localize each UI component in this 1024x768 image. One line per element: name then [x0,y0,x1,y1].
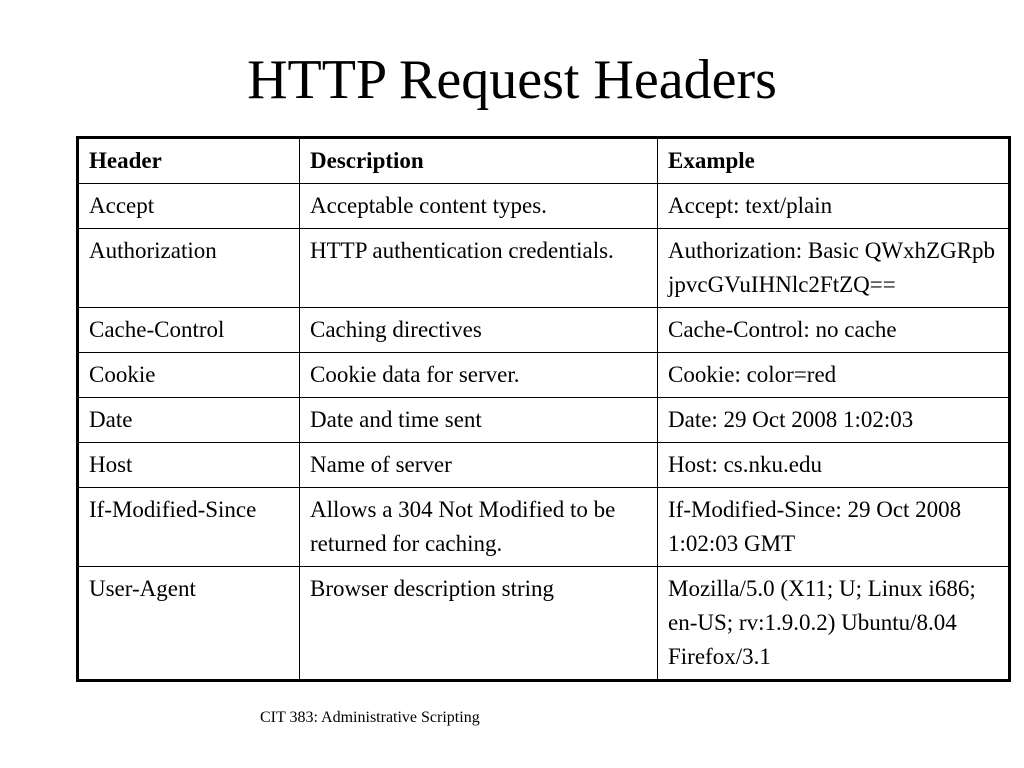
table-row [78,398,1010,443]
table-row [78,229,1010,308]
example-cell: Authorization: Basic QWxhZGRpbjpvcGVuIHNlc2FtZQ== [658,229,1010,308]
description-cell: Name of server [300,443,658,488]
slide-title: HTTP Request Headers [247,49,777,111]
header-cell: Host [78,443,300,488]
column-header-header: Header [78,138,300,184]
description-cell: Caching directives [300,308,658,353]
header-cell: Date [78,398,300,443]
example-cell: Mozilla/5.0 (X11; U; Linux i686; en-US; rv:1.9.0.2) Ubuntu/8.04 Firefox/3.1 [658,567,1010,681]
header-cell: If-Modified-Since [78,488,300,567]
table-row [78,308,1010,353]
header-cell: Accept [78,184,300,229]
table-row [78,353,1010,398]
example-cell: Accept: text/plain [658,184,1010,229]
header-cell: User-Agent [78,567,300,681]
table-row [78,488,1010,567]
header-cell: Authorization [78,229,300,308]
table-row [78,184,1010,229]
column-header-example: Example [658,138,1010,184]
description-cell: Date and time sent [300,398,658,443]
description-cell: Allows a 304 Not Modified to be returned for caching. [300,488,658,567]
description-cell: Acceptable content types. [300,184,658,229]
description-cell: Cookie data for server. [300,353,658,398]
description-cell: Browser description string [300,567,658,681]
description-cell: HTTP authentication credentials. [300,229,658,308]
table-container [76,136,1008,682]
example-cell: Host: cs.nku.edu [658,443,1010,488]
example-cell: If-Modified-Since: 29 Oct 2008 1:02:03 GMT [658,488,1010,567]
example-cell: Date: 29 Oct 2008 1:02:03 [658,398,1010,443]
header-cell: Cookie [78,353,300,398]
http-headers-table [76,136,1011,682]
example-cell: Cookie: color=red [658,353,1010,398]
example-cell: Cache-Control: no cache [658,308,1010,353]
table-row [78,567,1010,681]
table-row [78,443,1010,488]
header-cell: Cache-Control [78,308,300,353]
table-header-row [78,138,1010,184]
slide-footer: CIT 383: Administrative Scripting [260,709,480,726]
column-header-description: Description [300,138,658,184]
